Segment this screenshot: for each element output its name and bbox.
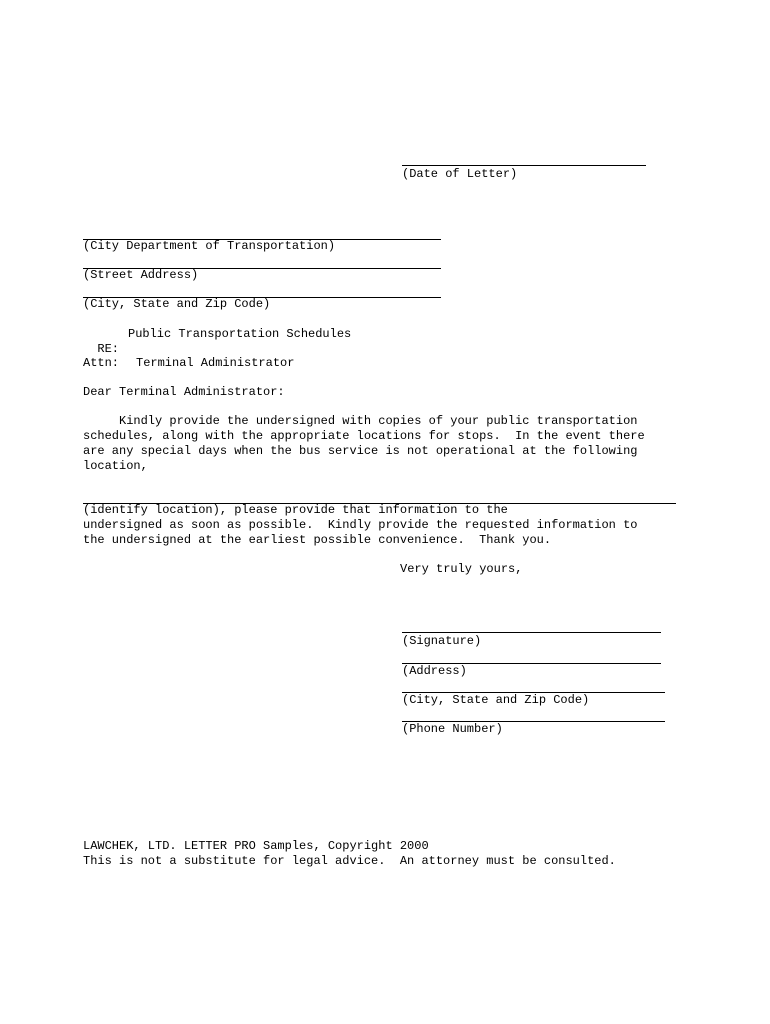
sender-city-state-zip-label: (City, State and Zip Code) (402, 693, 590, 707)
body-line: are any special days when the bus service is not operational at the following (83, 444, 638, 458)
body-line: location, (83, 459, 148, 473)
body-line: undersigned as soon as possible. Kindly provide the requested information to (83, 518, 638, 532)
closing: Very truly yours, (400, 562, 523, 576)
body-line: (identify location), please provide that information to the (83, 503, 508, 517)
body-line: Kindly provide the undersigned with copies of your public transportation (83, 414, 638, 428)
date-blank-line (402, 165, 646, 166)
attn-prefix: Attn: (83, 356, 120, 370)
body-line: schedules, along with the appropriate locations for stops. In the event there (83, 429, 645, 443)
re-subject: Public Transportation Schedules (128, 327, 352, 341)
date-of-letter-label: (Date of Letter) (402, 167, 518, 181)
attn-name: Terminal Administrator (136, 356, 295, 370)
phone-number-label: (Phone Number) (402, 722, 503, 736)
footer-copyright: LAWCHEK, LTD. LETTER PRO Samples, Copyright 2000 (83, 839, 429, 853)
address-label: (Address) (402, 664, 467, 678)
footer-disclaimer: This is not a substitute for legal advice. An attorney must be consulted. (83, 854, 616, 868)
recipient-city-state-zip-label: (City, State and Zip Code) (83, 297, 271, 311)
body-line: the undersigned at the earliest possible convenience. Thank you. (83, 533, 552, 547)
recipient-department-label: (City Department of Transportation) (83, 239, 336, 253)
signature-blank-line (402, 632, 661, 633)
salutation: Dear Terminal Administrator: (83, 385, 285, 399)
signature-label: (Signature) (402, 634, 482, 648)
re-line (83, 327, 119, 357)
re-prefix: RE: (97, 342, 120, 356)
recipient-street-label: (Street Address) (83, 268, 199, 282)
